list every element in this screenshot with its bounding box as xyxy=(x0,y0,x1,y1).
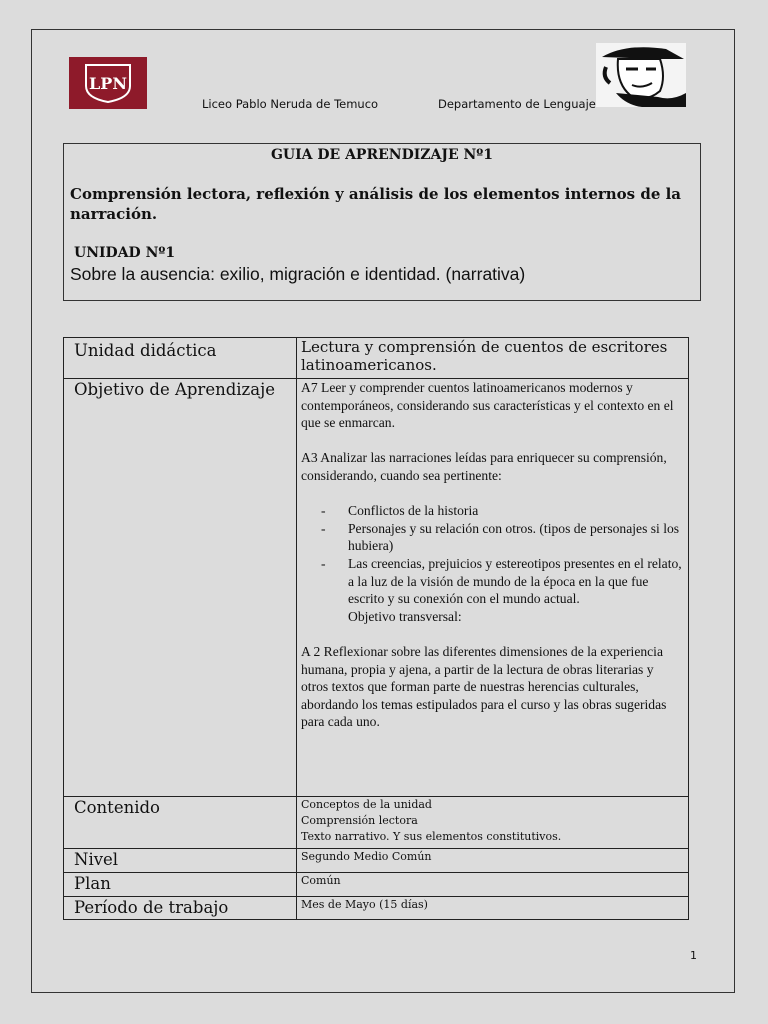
portrait-icon xyxy=(596,43,686,107)
shield-icon xyxy=(78,62,138,104)
row-value: Común xyxy=(297,873,689,897)
list-item: - Las creencias, prejuicios y estereotipos presentes en el relato, a la luz de la visión de mundo de la época en la que fue escrito y su conexión con el mundo actual. xyxy=(321,555,684,608)
row-value: Mes de Mayo (15 días) xyxy=(297,897,689,920)
row-label: Contenido xyxy=(64,797,297,849)
content-line: Comprensión lectora xyxy=(301,814,418,827)
table-row xyxy=(64,897,689,920)
objective-paragraph: A3 Analizar las narraciones leídas para enriquecer su comprensión, considerando, cuando sea pertinente: xyxy=(301,450,667,483)
list-item: - Personajes y su relación con otros. (tipos de personajes si los hubiera) xyxy=(321,520,684,555)
list-item: - Conflictos de la historia xyxy=(321,502,684,520)
row-label: Unidad didáctica xyxy=(64,338,297,379)
table-row xyxy=(64,797,689,849)
unit-description: Sobre la ausencia: exilio, migración e identidad. (narrativa) xyxy=(70,264,526,284)
transversal-label: Objetivo transversal: xyxy=(348,608,462,624)
page-number: 1 xyxy=(690,949,697,962)
unit-label: UNIDAD Nº1 xyxy=(74,245,176,261)
objective-cell xyxy=(297,379,689,797)
info-table xyxy=(63,337,689,920)
table-row xyxy=(64,849,689,873)
department-name: Departamento de Lenguaje xyxy=(438,97,596,111)
objective-paragraph: A7 Leer y comprender cuentos latinoamericanos modernos y contemporáneos, considerando sus características y el contexto en el que se enmarcan. xyxy=(301,380,674,431)
row-label: Período de trabajo xyxy=(64,897,297,920)
row-value: Lectura y comprensión de cuentos de escritores latinoamericanos. xyxy=(297,338,689,379)
row-value xyxy=(297,797,689,849)
objective-paragraph: A 2 Reflexionar sobre las diferentes dimensiones de la experiencia humana, propia y ajena, a partir de la lectura de obras literarias y otros textos que forman parte de nuestras herencias culturales, abordando los temas estipulados para el curso y las obras sugeridas para cada uno. xyxy=(301,643,667,730)
school-name: Liceo Pablo Neruda de Temuco xyxy=(202,97,379,111)
content-line: Texto narrativo. Y sus elementos constitutivos. xyxy=(301,830,562,843)
objective-bullets xyxy=(301,502,684,608)
guide-header-box xyxy=(63,143,701,301)
table-row xyxy=(64,379,689,797)
row-label: Objetivo de Aprendizaje xyxy=(64,379,297,797)
guide-subtitle: Comprensión lectora, reflexión y análisis de los elementos internos de la narración. xyxy=(70,185,682,223)
table-row xyxy=(64,338,689,379)
svg-text:LPN: LPN xyxy=(89,74,127,93)
school-logo xyxy=(69,57,147,109)
row-label: Nivel xyxy=(64,849,297,873)
content-line: Conceptos de la unidad xyxy=(301,798,432,811)
guide-title: GUIA DE APRENDIZAJE Nº1 xyxy=(270,147,494,163)
author-portrait xyxy=(596,43,686,107)
table-row xyxy=(64,873,689,897)
row-value: Segundo Medio Común xyxy=(297,849,689,873)
row-label: Plan xyxy=(64,873,297,897)
